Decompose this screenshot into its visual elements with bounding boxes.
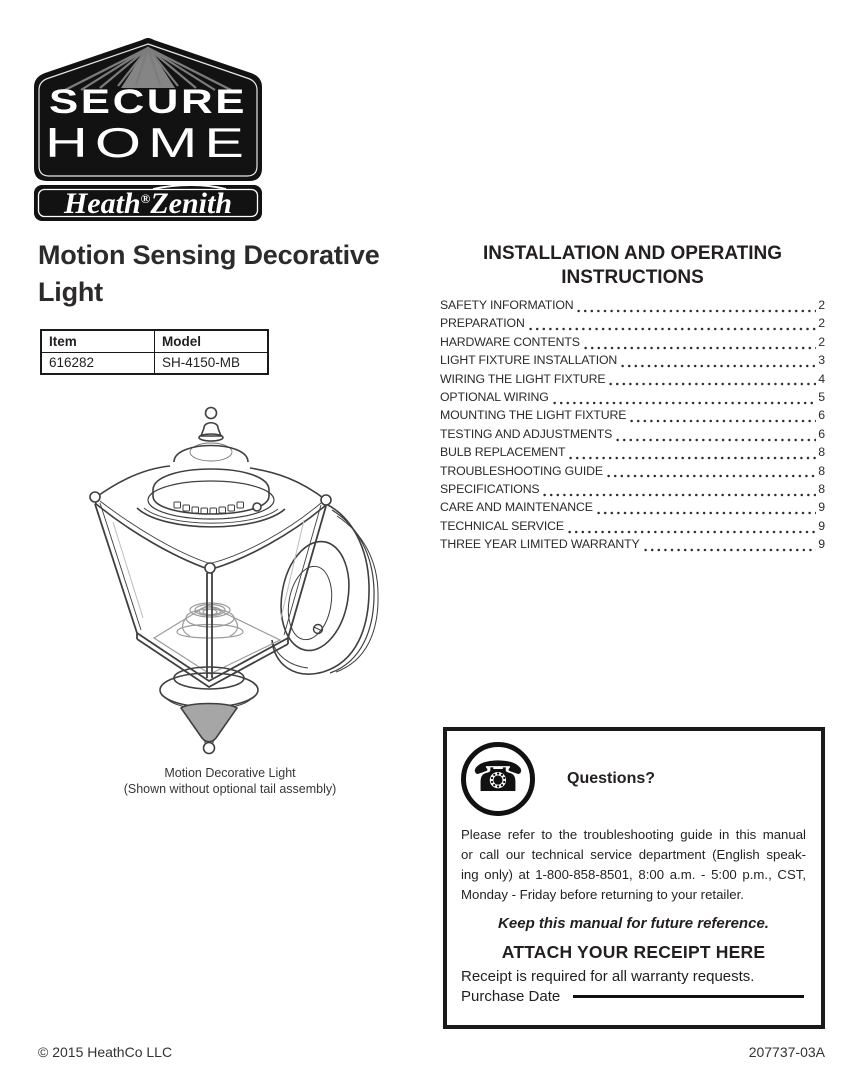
model-column-header: Model bbox=[155, 330, 269, 353]
toc-item-label: THREE YEAR LIMITED WARRANTY bbox=[440, 537, 640, 552]
item-model-table bbox=[40, 329, 269, 375]
toc-item-label: SPECIFICATIONS bbox=[440, 481, 540, 496]
toc-dot-leader bbox=[630, 419, 816, 423]
questions-body-line: or call our technical service department (English speak- bbox=[461, 847, 806, 862]
toc-dot-leader bbox=[568, 530, 816, 534]
logo-home-text: HOME bbox=[45, 119, 251, 166]
toc-item-label: CARE AND MAINTENANCE bbox=[440, 500, 593, 515]
questions-body-line: Monday - Friday before returning to your retailer. bbox=[461, 887, 744, 902]
keep-manual-note: Keep this manual for future reference. bbox=[498, 915, 769, 932]
toc-dot-leader bbox=[543, 493, 816, 497]
toc-item-page: 6 bbox=[818, 426, 825, 441]
toc-item-page: 9 bbox=[818, 518, 825, 533]
toc-item-page: 8 bbox=[818, 481, 825, 496]
purchase-date-label: Purchase Date bbox=[461, 988, 561, 1005]
toc-row bbox=[440, 298, 825, 316]
toc-item-page: 2 bbox=[818, 316, 825, 331]
toc-row bbox=[440, 372, 825, 390]
page-title: Motion Sensing Decorative Light bbox=[38, 240, 380, 307]
questions-body bbox=[461, 825, 806, 905]
purchase-date-row bbox=[461, 988, 806, 1005]
document-number: 207737-03A bbox=[748, 1044, 825, 1060]
toc-item-label: LIGHT FIXTURE INSTALLATION bbox=[440, 353, 618, 368]
lantern-top-finial bbox=[199, 408, 223, 442]
toc-dot-leader bbox=[616, 438, 816, 442]
attach-receipt-heading: ATTACH YOUR RECEIPT HERE bbox=[501, 942, 766, 962]
toc-item-label: OPTIONAL WIRING bbox=[440, 389, 549, 404]
toc-dot-leader bbox=[621, 364, 816, 368]
toc-dot-leader bbox=[569, 456, 816, 460]
toc-title-line-2: INSTRUCTIONS bbox=[561, 266, 704, 288]
secure-home-logo-graphic bbox=[33, 36, 263, 222]
table-header-row bbox=[41, 330, 268, 353]
toc-row bbox=[440, 482, 825, 500]
toc-item-page: 3 bbox=[818, 353, 825, 368]
secure-home-logo bbox=[33, 36, 263, 222]
item-number-cell: 616282 bbox=[41, 353, 155, 375]
toc-dot-leader bbox=[584, 346, 817, 350]
table-row bbox=[41, 353, 268, 375]
questions-body-line: ing only) at 1-800-858-8501, 8:00 a.m. - 5:00 p.m., CST, bbox=[461, 867, 806, 882]
toc-row bbox=[440, 537, 825, 555]
logo-brand-heath: Heath bbox=[63, 187, 141, 220]
toc-row bbox=[440, 335, 825, 353]
questions-heading: Questions? bbox=[567, 770, 656, 787]
toc-item-label: TROUBLESHOOTING GUIDE bbox=[440, 463, 603, 478]
toc-dot-leader bbox=[609, 382, 816, 386]
toc-title-line-1: INSTALLATION AND OPERATING bbox=[482, 243, 783, 264]
toc-item-page: 2 bbox=[818, 334, 825, 349]
toc-row bbox=[440, 519, 825, 537]
toc-title bbox=[440, 242, 825, 289]
toc-row bbox=[440, 427, 825, 445]
toc-item-label: SAFETY INFORMATION bbox=[440, 298, 574, 312]
toc-row bbox=[440, 353, 825, 371]
toc-item-label: MOUNTING THE LIGHT FIXTURE bbox=[440, 408, 627, 423]
questions-header bbox=[461, 742, 806, 816]
product-illustration bbox=[80, 400, 400, 760]
toc-item-label: BULB REPLACEMENT bbox=[440, 445, 566, 460]
toc-item-page: 8 bbox=[818, 445, 825, 460]
toc-section bbox=[440, 242, 825, 555]
model-number-cell: SH-4150-MB bbox=[155, 353, 269, 375]
toc-item-label: HARDWARE CONTENTS bbox=[440, 334, 580, 349]
toc-row bbox=[440, 500, 825, 518]
toc-list bbox=[440, 298, 825, 555]
toc-item-page: 4 bbox=[818, 371, 825, 386]
toc-dot-leader bbox=[553, 401, 817, 405]
toc-item-label: TECHNICAL SERVICE bbox=[440, 518, 564, 533]
toc-dot-leader bbox=[607, 474, 816, 478]
questions-body-line: Please refer to the troubleshooting guide in this manual bbox=[461, 827, 806, 842]
phone-icon bbox=[461, 742, 535, 816]
toc-row bbox=[440, 390, 825, 408]
toc-item-label: PREPARATION bbox=[440, 316, 525, 331]
toc-item-page: 5 bbox=[818, 389, 825, 404]
copyright-text: © 2015 HeathCo LLC bbox=[38, 1044, 173, 1060]
toc-item-page: 9 bbox=[818, 537, 825, 552]
toc-item-label: TESTING AND ADJUSTMENTS bbox=[440, 426, 613, 441]
logo-brand-zenith: Zenith bbox=[150, 187, 233, 220]
purchase-date-blank-line bbox=[573, 995, 804, 998]
toc-row bbox=[440, 445, 825, 463]
lantern-dome bbox=[137, 443, 285, 527]
logo-registered-mark: ® bbox=[140, 191, 151, 206]
page-footer bbox=[38, 1044, 825, 1060]
toc-item-page: 6 bbox=[818, 408, 825, 423]
toc-item-page: 9 bbox=[818, 500, 825, 515]
toc-row bbox=[440, 464, 825, 482]
logo-secure-text: SECURE bbox=[49, 83, 247, 121]
receipt-required-note: Receipt is required for all warranty requests. bbox=[461, 968, 755, 985]
toc-row bbox=[440, 408, 825, 426]
toc-item-label: WIRING THE LIGHT FIXTURE bbox=[440, 371, 606, 386]
toc-dot-leader bbox=[597, 511, 817, 515]
toc-item-page: 8 bbox=[818, 463, 825, 478]
item-column-header: Item bbox=[41, 330, 155, 353]
toc-dot-leader bbox=[577, 309, 816, 313]
phone-icon-glyph: ☎ bbox=[471, 752, 525, 801]
caption-line-1: Motion Decorative Light bbox=[164, 766, 296, 780]
toc-item-page: 2 bbox=[818, 298, 825, 312]
toc-dot-leader bbox=[529, 327, 817, 331]
toc-dot-leader bbox=[644, 548, 817, 552]
illustration-caption bbox=[70, 766, 390, 797]
caption-line-2: (Shown without optional tail assembly) bbox=[123, 781, 337, 796]
questions-box bbox=[443, 727, 825, 1029]
motion-sensor-cone bbox=[181, 704, 237, 742]
toc-row bbox=[440, 316, 825, 334]
lantern-drawing bbox=[80, 400, 400, 760]
